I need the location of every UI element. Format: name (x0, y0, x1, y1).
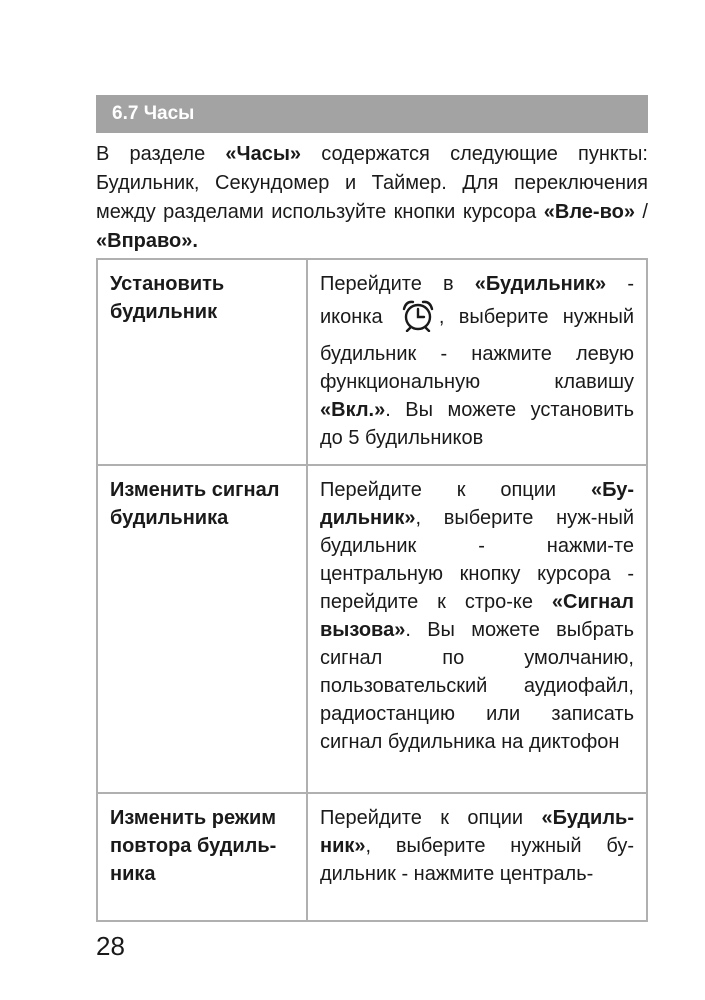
desc-text: , выберите нуж-ный будильник - нажми-те центральную кнопку курсора - перейдите к стро-ке (320, 507, 634, 613)
table-row (97, 259, 647, 465)
desc-bold: «Будиль-ник» (320, 807, 634, 857)
instructions-table (96, 258, 648, 922)
desc-bold: «Будильник» (474, 273, 607, 295)
action-cell: Изменить сигнал будильника (97, 465, 307, 793)
desc-bold: «Вкл.» (320, 399, 386, 421)
desc-text: Перейдите к опции (320, 807, 542, 829)
description-cell (307, 793, 647, 921)
desc-text: . Вы можете выбрать сигнал по умолчанию, пользовательский аудиофайл, радиостанцию или записать сигнал будильника на диктофон (320, 619, 634, 753)
intro-bold-left: «Вле-во» (543, 201, 635, 223)
desc-text: , выберите нужный бу-дильник - нажмите централь- (320, 835, 634, 885)
intro-paragraph (96, 140, 648, 256)
desc-text: - иконка (320, 273, 634, 328)
desc-bold: «Бу-дильник» (320, 479, 634, 529)
table-row (97, 793, 647, 921)
section-title: 6.7 Часы (96, 95, 648, 133)
desc-text: Перейдите в (320, 273, 475, 295)
intro-bold-right: «Вправо». (96, 230, 198, 252)
description-cell (307, 465, 647, 793)
intro-text-3: / (634, 201, 648, 223)
intro-text-1: В разделе (96, 143, 226, 165)
alarm-clock-icon (399, 298, 437, 340)
intro-bold-clock: «Часы» (225, 143, 302, 165)
desc-text: Перейдите к опции (320, 479, 591, 501)
table-row (97, 465, 647, 793)
action-cell: Установить будильник (97, 259, 307, 465)
action-cell: Изменить режим повтора будиль-ника (97, 793, 307, 921)
description-cell (307, 259, 647, 465)
intro-text-2: содержатся следующие пункты: Будильник, Секундомер и Таймер. Для переключения между разделами используйте кнопки курсора (96, 143, 648, 223)
desc-text: , выберите нужный будильник - нажмите левую функциональную клавишу (320, 306, 634, 393)
page-number: 28 (96, 931, 125, 961)
desc-bold: «Сигнал вызова» (320, 591, 634, 641)
desc-text: . Вы можете установить до 5 будильников (320, 399, 634, 449)
